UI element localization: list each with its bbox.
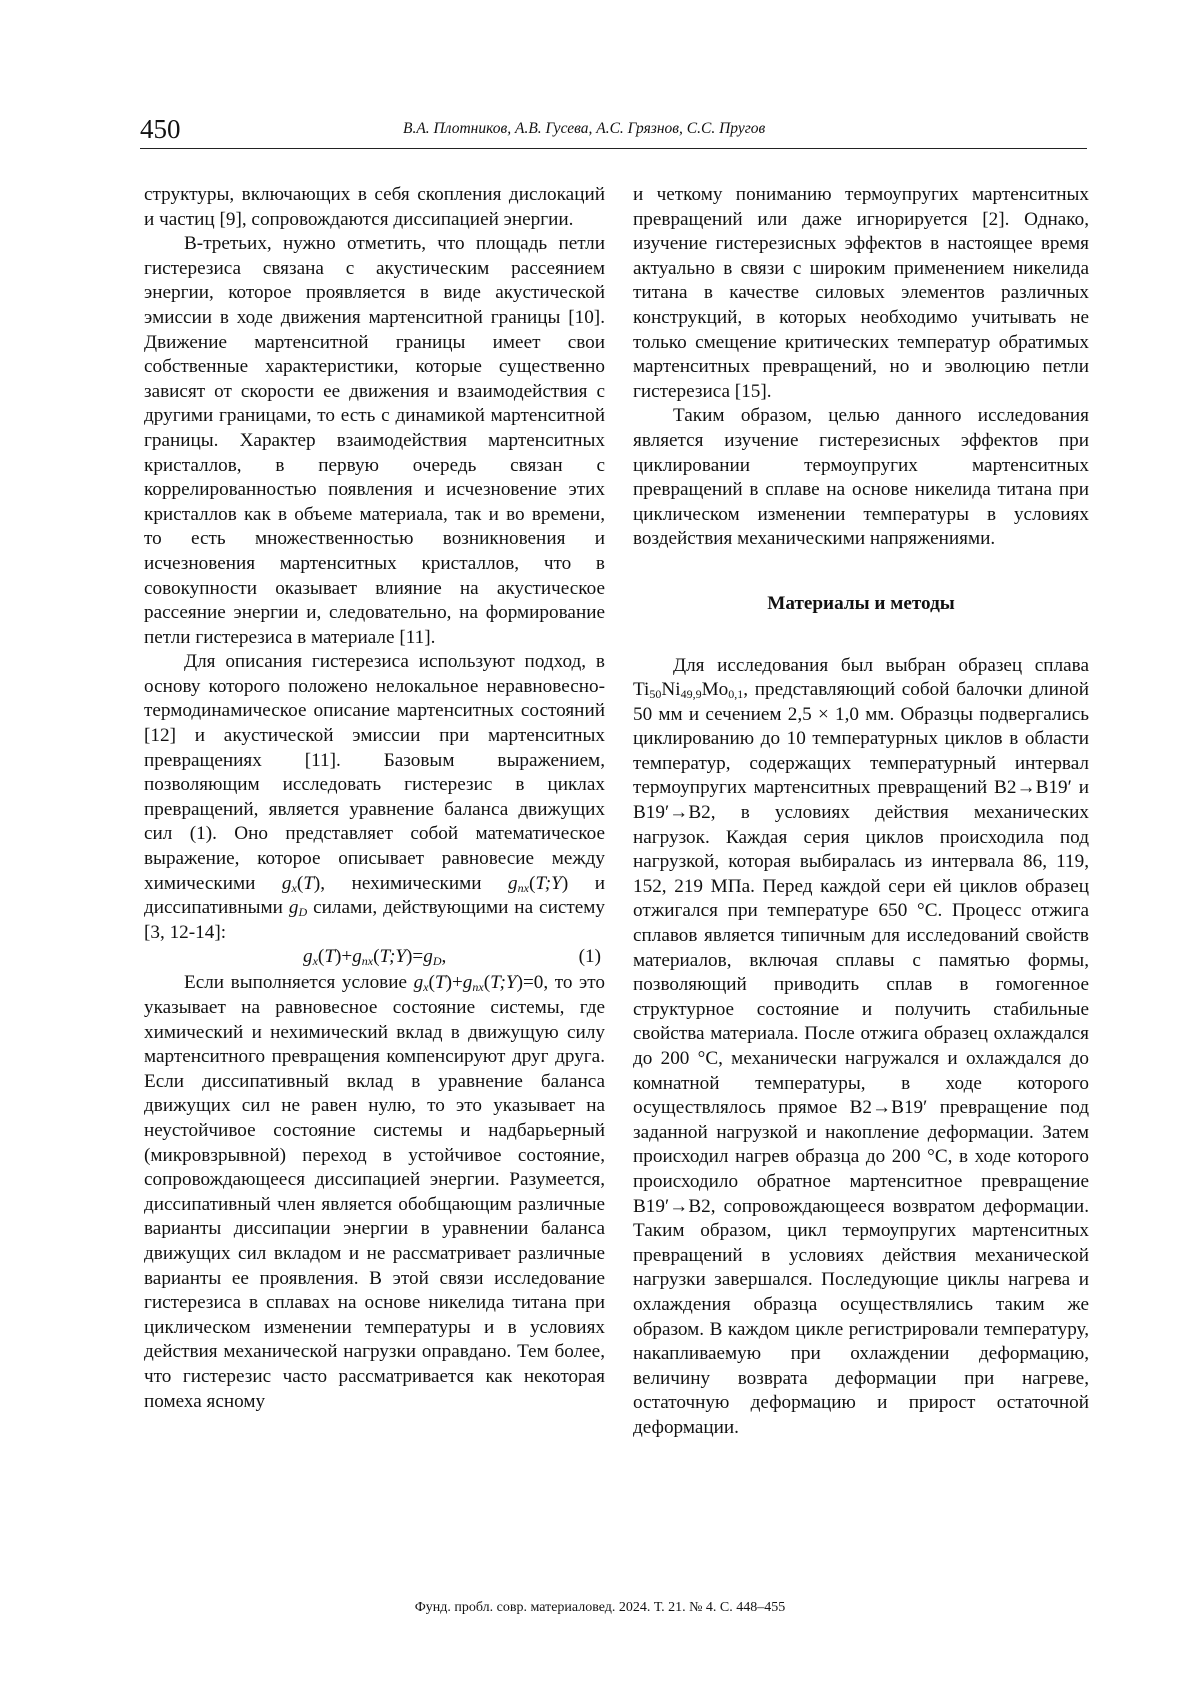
symbol: g <box>281 872 292 894</box>
page-header <box>140 112 1087 152</box>
paragraph: структуры, включающих в себя скопления дислокаций и частиц [9], сопровождаются диссипацией энергии. <box>144 184 605 230</box>
symbol: x <box>312 954 318 969</box>
page-number: 450 <box>140 114 181 144</box>
symbol: g <box>288 897 299 919</box>
paragraph <box>633 654 1089 1441</box>
symbol: ( <box>483 972 491 994</box>
symbol: ( <box>428 972 435 994</box>
symbol: ) <box>561 872 569 894</box>
symbol: x <box>291 880 297 895</box>
symbol: g <box>508 872 518 894</box>
equation-body <box>303 945 446 970</box>
equation-number: (1) <box>578 946 601 968</box>
symbol: nx <box>361 954 374 969</box>
subscript: 49,9 <box>680 687 702 702</box>
text-run: Для исследования был выбран образец сплава <box>673 654 1089 676</box>
text-run: Если выполняется условие <box>184 972 414 994</box>
symbol: + <box>341 946 353 968</box>
header-divider <box>140 148 1087 149</box>
symbol: D <box>298 905 308 920</box>
subscript: 0,1 <box>728 687 744 702</box>
symbol: ( <box>528 872 536 894</box>
equation-1 <box>144 945 605 971</box>
symbol: T;Y <box>379 946 407 968</box>
symbol: g <box>423 946 433 968</box>
symbol: g <box>352 946 362 968</box>
running-head-authors: В.А. Плотников, А.В. Гусева, А.С. Грязнов, С.С. Пругов <box>403 120 766 137</box>
text-run: силами, действующими на систему [3, 12-14]: <box>144 897 605 943</box>
symbol: D <box>432 954 442 969</box>
symbol: = <box>412 946 424 968</box>
text-run: , нехимическими <box>320 872 509 894</box>
text-run: =0, то это указывает на равновесное состояние системы, где химический и нехимический вклад в движущую силу мартенситного превращения компенсируют друг друга. Если диссипативный вклад в уравнение баланса движущих сил не равен нулю, то это указывает на неустойчивое состояние системы и надбарьерный (микровзрывной) переход в устойчивое состояние, сопровождающееся диссипацией энергии. Разумеется, диссипативный член является обобщающим различные варианты диссипации энергии в уравнении баланса движущих сил вкладом и не рассматривает различные варианты ее проявления. В этой связи исследование гистерезиса в сплавах на основе никелида титана при циклическом изменении температуры и в условиях действия механической нагрузки оправдано. Тем более, что гистерезис часто рассматривается как некоторая помеха ясному <box>144 972 605 1412</box>
symbol: T;Y <box>535 872 562 894</box>
symbol: nx <box>472 980 484 995</box>
text-run: и диссипативными <box>144 872 605 919</box>
subscript: 50 <box>649 687 662 702</box>
symbol: ) <box>406 946 413 968</box>
left-column <box>144 183 605 1414</box>
section-heading: Материалы и методы <box>767 592 955 614</box>
paragraph: и четкому пониманию термоупругих мартенситных превращений или даже игнорируется [2]. Однако, изучение гистерезисных эффектов в настоящее время актуально в связи с широким применением никелида титана в качестве силовых элементов различных конструкций, в которых необходимо учитывать не только смещение критических температур обратимых мартенситных превращений, но и эволюцию петли гистерезиса [15]. <box>633 184 1089 402</box>
symbol: T;Y <box>490 972 517 994</box>
symbol: , <box>441 946 447 968</box>
element-symbol: Ni <box>661 679 681 701</box>
symbol: T <box>324 946 335 968</box>
symbol: g <box>413 972 424 994</box>
symbol: ) <box>445 972 452 994</box>
symbol: + <box>451 972 463 994</box>
right-column <box>633 183 1089 1441</box>
element-symbol: Ti <box>633 679 650 701</box>
symbol: ) <box>313 872 321 894</box>
text-run: Для описания гистерезиса используют подход, в основу которого положено нелокальное неравновесно-термодинамическое описание мартенситных состояний [12] и акустической эмиссии при мартенситных превращениях [11]. Базовым выражением, позволяющим исследовать гистерезис в циклах превращений, является уравнение баланса движущих сил (1). Оно представляет собой математическое выражение, которое описывает равновесие между химическими <box>144 651 605 894</box>
paragraph: В-третьих, нужно отметить, что площадь петли гистерезиса связана с акустическим рассеянием энергии, которое проявляется в виде акустической эмиссии в ходе движения мартенситной границы [10]. Движение мартенситной границы имеет свои собственные характеристики, которые существенно зависят от скорости ее движения и взаимодействия с другими границами, то есть с динамикой мартенситной границы. Характер взаимодействия мартенситных кристаллов, в первую очередь связан с коррелированностью появления и исчезновение этих кристаллов как в объеме материала, так и во времени, то есть множественностью возникновения и исчезновения мартенситных кристаллов, что в совокупности оказывает влияние на акустическое рассеяние энергии и, следовательно, на формирование петли гистерезиса в материале [11]. <box>144 233 605 648</box>
symbol: T <box>434 972 446 994</box>
paragraph <box>144 971 605 1414</box>
symbol: ( <box>296 872 304 894</box>
paragraph: Таким образом, целью данного исследования является изучение гистерезисных эффектов при циклировании термоупругих мартенситных превращений в сплаве на основе никелида титана при циклическом изменении температуры в условиях воздействия механическими напряжениями. <box>633 405 1089 550</box>
symbol: ) <box>334 946 342 968</box>
symbol: ( <box>373 946 380 968</box>
page-footer-citation: Фунд. пробл. совр. материаловед. 2024. Т. 21. № 4. С. 448–455 <box>414 1600 786 1615</box>
element-symbol: Mo <box>701 679 729 701</box>
symbol: g <box>462 972 473 994</box>
symbol: nx <box>517 880 529 895</box>
text-run: , представляющий собой балочки длиной 50 мм и сечением 2,5 × 1,0 мм. Образцы подвергались циклированию до 10 температурных циклов в области температур, содержащих температурный интервал термоупругих мартенситных превращений B2→B19′ и B19′→B2, в условиях действия механических нагрузок. Каждая серия циклов происходила под нагрузкой, которая выбиралась из интервала 86, 119, 152, 219 МПа. Перед каждой сери ей циклов образец отжигался при температуре 650 °C. Процесс отжига сплавов является типичным для исследований свойств материалов, включая сплавы с памятью формы, позволяющий приводить сплав в гомогенное структурное состояние и получить стабильные свойства материала. После отжига образец охлаждался до 200 °C, механически нагружался и охлаждался до комнатной температуры, в ходе которого осуществлялось прямое B2→B19′ превращение под заданной нагрузкой и накопление деформации. Затем происходил нагрев образца до 200 °C, в ходе которого происходило обратное мартенситное превращение B19′→B2, сопровождающееся возвратом деформации. Таким образом, цикл термоупругих мартенситных превращений в условиях действия механической нагрузки завершался. Последующие циклы нагрева и охлаждения образца осуществлялись таким же образом. В каждом цикле регистрировали температуру, накапливаемую при охлаждении деформацию, величину возврата деформации при нагреве, остаточную деформацию и прирост остаточной деформации. <box>633 679 1089 1438</box>
alloy-formula <box>633 679 743 700</box>
symbol: g <box>303 946 313 968</box>
symbol: ) <box>516 972 523 994</box>
symbol: ( <box>317 946 325 968</box>
symbol: x <box>423 980 429 995</box>
paragraph <box>144 650 605 945</box>
symbol: T <box>303 872 314 894</box>
